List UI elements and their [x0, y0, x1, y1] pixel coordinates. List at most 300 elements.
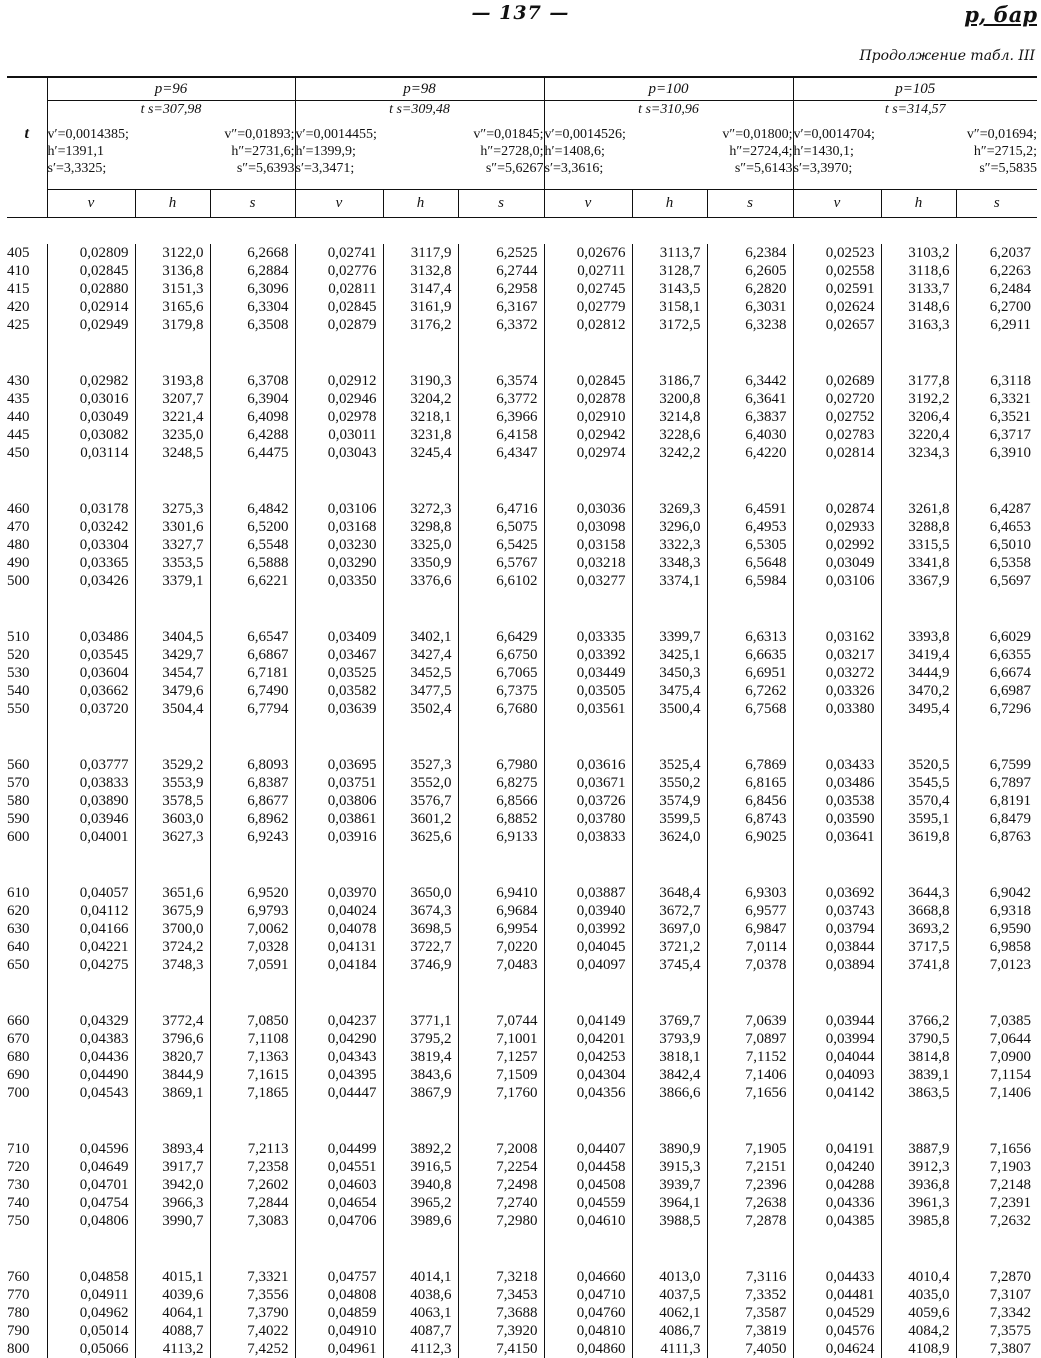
table-row [7, 1304, 1037, 1322]
s-value-cell: 7,3556 [210, 1286, 295, 1304]
h-value-cell: 3193,8 [135, 372, 210, 390]
v-value-cell: 0,04395 [295, 1066, 383, 1084]
v-value-cell: 0,03582 [295, 682, 383, 700]
v-value-cell: 0,02982 [47, 372, 135, 390]
s-value-cell: 6,9684 [458, 902, 544, 920]
s-value-cell: 6,9318 [956, 902, 1037, 920]
h-value-cell: 3477,5 [383, 682, 458, 700]
table-row [7, 774, 1037, 792]
s-value-cell: 6,9793 [210, 902, 295, 920]
v-value-cell: 0,02912 [295, 372, 383, 390]
s-value-cell: 6,7490 [210, 682, 295, 700]
column-label-v: v [295, 190, 383, 218]
v-value-cell: 0,04275 [47, 956, 135, 974]
temperature-cell: 450 [7, 445, 30, 461]
h-value-cell: 3207,7 [135, 390, 210, 408]
saturation-block [544, 101, 793, 190]
v-value-cell: 0,03409 [295, 628, 383, 646]
h-value-cell: 3374,1 [632, 572, 707, 590]
s-value-cell: 7,0483 [458, 956, 544, 974]
s-value-cell: 7,3688 [458, 1304, 544, 1322]
h-value-cell: 3136,8 [135, 262, 210, 280]
s-value-cell: 7,1108 [210, 1030, 295, 1048]
s-value-cell: 7,3083 [210, 1212, 295, 1230]
h-value-cell: 3966,3 [135, 1194, 210, 1212]
s-value-cell: 6,9847 [707, 920, 793, 938]
h-value-cell: 3261,8 [881, 500, 956, 518]
v-value-cell: 0,03833 [47, 774, 135, 792]
s-value-cell: 6,4158 [458, 426, 544, 444]
temperature-cell: 520 [7, 647, 30, 663]
h-value-cell: 4010,4 [881, 1268, 956, 1286]
s-value-cell: 7,1257 [458, 1048, 544, 1066]
s-value-cell: 6,7599 [956, 756, 1037, 774]
s-value-cell: 6,6547 [210, 628, 295, 646]
h-value-cell: 3475,4 [632, 682, 707, 700]
h-value-cell: 3176,2 [383, 316, 458, 334]
h-value-cell: 3796,6 [135, 1030, 210, 1048]
h-value-cell: 3214,8 [632, 408, 707, 426]
v-value-cell: 0,04044 [793, 1048, 881, 1066]
h-value-cell: 3444,9 [881, 664, 956, 682]
table-row [7, 1048, 1037, 1066]
s-value-cell: 7,1509 [458, 1066, 544, 1084]
table-row [7, 1140, 1037, 1158]
s-value-cell: 6,6867 [210, 646, 295, 664]
s-value-cell: 6,5548 [210, 536, 295, 554]
v-value-cell: 0,03992 [544, 920, 632, 938]
v-value-cell: 0,03890 [47, 792, 135, 810]
h-value-cell: 3771,1 [383, 1012, 458, 1030]
v-value-cell: 0,04490 [47, 1066, 135, 1084]
s-value-cell: 6,3717 [956, 426, 1037, 444]
temperature-cell: 570 [7, 775, 30, 791]
h-value-cell: 3867,9 [383, 1084, 458, 1102]
v-value-cell: 0,04911 [47, 1286, 135, 1304]
h-double-prime: h″=2728,0; [480, 144, 544, 159]
h-value-cell: 3296,0 [632, 518, 707, 536]
saturation-temperature: t s=310,96 [638, 102, 699, 117]
v-value-cell: 0,04433 [793, 1268, 881, 1286]
temperature-cell: 770 [7, 1287, 30, 1303]
h-value-cell: 3132,8 [383, 262, 458, 280]
s-value-cell: 6,8962 [210, 810, 295, 828]
v-value-cell: 0,03426 [47, 572, 135, 590]
h-value-cell: 3627,3 [135, 828, 210, 846]
h-value-cell: 3917,7 [135, 1158, 210, 1176]
s-value-cell: 6,5984 [707, 572, 793, 590]
s-value-cell: 6,3304 [210, 298, 295, 316]
h-value-cell: 3402,1 [383, 628, 458, 646]
table-row [7, 244, 1037, 262]
s-value-cell: 7,4050 [707, 1340, 793, 1358]
table-row [7, 408, 1037, 426]
v-value-cell: 0,04529 [793, 1304, 881, 1322]
temperature-cell: 680 [7, 1049, 30, 1065]
s-value-cell: 6,7181 [210, 664, 295, 682]
s-value-cell: 6,2744 [458, 262, 544, 280]
v-value-cell: 0,04806 [47, 1212, 135, 1230]
page-corner-label: p, бар [964, 2, 1037, 27]
h-value-cell: 3599,5 [632, 810, 707, 828]
s-value-cell: 7,3790 [210, 1304, 295, 1322]
s-value-cell: 7,1406 [707, 1066, 793, 1084]
s-value-cell: 6,2700 [956, 298, 1037, 316]
v-value-cell: 0,04057 [47, 884, 135, 902]
s-value-cell: 7,1615 [210, 1066, 295, 1084]
h-prime: h′=1399,9; [295, 144, 356, 159]
h-value-cell: 3179,8 [135, 316, 210, 334]
s-value-cell: 6,6635 [707, 646, 793, 664]
v-value-cell: 0,02783 [793, 426, 881, 444]
table-row [7, 956, 1037, 974]
s-value-cell: 7,2008 [458, 1140, 544, 1158]
h-value-cell: 3843,6 [383, 1066, 458, 1084]
h-value-cell: 3367,9 [881, 572, 956, 590]
v-value-cell: 0,02949 [47, 316, 135, 334]
v-value-cell: 0,03350 [295, 572, 383, 590]
v-value-cell: 0,04624 [793, 1340, 881, 1358]
h-value-cell: 3595,1 [881, 810, 956, 828]
h-value-cell: 3315,5 [881, 536, 956, 554]
s-value-cell: 7,0378 [707, 956, 793, 974]
table-row [7, 810, 1037, 828]
pressure-header: p=98 [295, 78, 544, 101]
s-value-cell: 6,7980 [458, 756, 544, 774]
h-value-cell: 3818,1 [632, 1048, 707, 1066]
v-value-cell: 0,03106 [295, 500, 383, 518]
s-value-cell: 6,7568 [707, 700, 793, 718]
s-value-cell: 6,6951 [707, 664, 793, 682]
v-value-cell: 0,04576 [793, 1322, 881, 1340]
s-value-cell: 6,4842 [210, 500, 295, 518]
v-value-cell: 0,03944 [793, 1012, 881, 1030]
s-value-cell: 7,2602 [210, 1176, 295, 1194]
v-double-prime: v″=0,01800; [722, 127, 793, 142]
v-value-cell: 0,04142 [793, 1084, 881, 1102]
s-value-cell: 7,0897 [707, 1030, 793, 1048]
s-value-cell: 6,3167 [458, 298, 544, 316]
h-value-cell: 3722,7 [383, 938, 458, 956]
s-value-cell: 7,2980 [458, 1212, 544, 1230]
v-value-cell: 0,02914 [47, 298, 135, 316]
v-value-cell: 0,04649 [47, 1158, 135, 1176]
temperature-cell: 435 [7, 391, 30, 407]
s-value-cell: 6,3772 [458, 390, 544, 408]
s-value-cell: 6,7680 [458, 700, 544, 718]
v-value-cell: 0,02878 [544, 390, 632, 408]
v-double-prime: v″=0,01893; [224, 127, 295, 142]
v-value-cell: 0,03916 [295, 828, 383, 846]
s-value-cell: 6,8275 [458, 774, 544, 792]
h-value-cell: 3552,0 [383, 774, 458, 792]
h-value-cell: 3820,7 [135, 1048, 210, 1066]
s-value-cell: 7,0639 [707, 1012, 793, 1030]
v-value-cell: 0,03230 [295, 536, 383, 554]
h-value-cell: 3165,6 [135, 298, 210, 316]
s-value-cell: 6,9954 [458, 920, 544, 938]
h-value-cell: 3348,3 [632, 554, 707, 572]
v-prime: v′=0,0014455; [295, 127, 377, 142]
s-value-cell: 6,2820 [707, 280, 793, 298]
h-value-cell: 3322,3 [632, 536, 707, 554]
h-double-prime: h″=2731,6; [231, 144, 295, 159]
temperature-cell: 760 [7, 1269, 30, 1285]
s-value-cell: 7,3575 [956, 1322, 1037, 1340]
h-value-cell: 3869,1 [135, 1084, 210, 1102]
v-prime: v′=0,0014526; [544, 127, 626, 142]
s-value-cell: 6,2384 [707, 244, 793, 262]
table-row [7, 1340, 1037, 1358]
v-value-cell: 0,04078 [295, 920, 383, 938]
h-value-cell: 3942,0 [135, 1176, 210, 1194]
column-label-h: h [881, 190, 956, 218]
h-value-cell: 3325,0 [383, 536, 458, 554]
table-row [7, 700, 1037, 718]
column-label-s: s [458, 190, 544, 218]
h-value-cell: 3221,4 [135, 408, 210, 426]
s-value-cell: 7,3107 [956, 1286, 1037, 1304]
v-value-cell: 0,03726 [544, 792, 632, 810]
s-value-cell: 6,2605 [707, 262, 793, 280]
v-value-cell: 0,04166 [47, 920, 135, 938]
table-row [7, 280, 1037, 298]
h-value-cell: 3228,6 [632, 426, 707, 444]
h-value-cell: 3231,8 [383, 426, 458, 444]
temperature-cell: 780 [7, 1305, 30, 1321]
temperature-cell: 790 [7, 1323, 30, 1339]
s-value-cell: 6,7375 [458, 682, 544, 700]
s-value-cell: 6,5200 [210, 518, 295, 536]
temperature-cell: 750 [7, 1213, 30, 1229]
h-value-cell: 3890,9 [632, 1140, 707, 1158]
v-value-cell: 0,04760 [544, 1304, 632, 1322]
column-label-s: s [956, 190, 1037, 218]
table-row [7, 938, 1037, 956]
v-value-cell: 0,02974 [544, 444, 632, 462]
s-value-cell: 6,3966 [458, 408, 544, 426]
s-value-cell: 6,8852 [458, 810, 544, 828]
h-value-cell: 3650,0 [383, 884, 458, 902]
temperature-cell: 510 [7, 629, 30, 645]
s-value-cell: 6,9243 [210, 828, 295, 846]
table-row [7, 298, 1037, 316]
h-value-cell: 3376,6 [383, 572, 458, 590]
v-value-cell: 0,04961 [295, 1340, 383, 1358]
h-value-cell: 3122,0 [135, 244, 210, 262]
s-value-cell: 6,9025 [707, 828, 793, 846]
s-value-cell: 6,4591 [707, 500, 793, 518]
column-label-v: v [793, 190, 881, 218]
s-value-cell: 6,4475 [210, 444, 295, 462]
v-value-cell: 0,05066 [47, 1340, 135, 1358]
v-value-cell: 0,02811 [295, 280, 383, 298]
h-value-cell: 3989,6 [383, 1212, 458, 1230]
h-value-cell: 3272,3 [383, 500, 458, 518]
table-continuation-note: Продолжение табл. III [859, 48, 1035, 64]
s-value-cell: 7,1656 [707, 1084, 793, 1102]
s-prime: s′=3,3325; [47, 161, 107, 176]
v-value-cell: 0,04045 [544, 938, 632, 956]
h-value-cell: 3143,5 [632, 280, 707, 298]
h-value-cell: 3741,8 [881, 956, 956, 974]
v-value-cell: 0,04551 [295, 1158, 383, 1176]
v-value-cell: 0,03304 [47, 536, 135, 554]
saturation-block [793, 101, 1037, 190]
s-value-cell: 6,4716 [458, 500, 544, 518]
column-label-s: s [210, 190, 295, 218]
h-value-cell: 4113,2 [135, 1340, 210, 1358]
s-value-cell: 7,3352 [707, 1286, 793, 1304]
s-value-cell: 7,0900 [956, 1048, 1037, 1066]
h-value-cell: 3912,3 [881, 1158, 956, 1176]
s-value-cell: 7,0591 [210, 956, 295, 974]
s-value-cell: 6,3238 [707, 316, 793, 334]
table-row [7, 444, 1037, 462]
s-value-cell: 6,7262 [707, 682, 793, 700]
h-value-cell: 4035,0 [881, 1286, 956, 1304]
v-value-cell: 0,04097 [544, 956, 632, 974]
v-value-cell: 0,03326 [793, 682, 881, 700]
h-value-cell: 3790,5 [881, 1030, 956, 1048]
h-value-cell: 3668,8 [881, 902, 956, 920]
v-value-cell: 0,03098 [544, 518, 632, 536]
h-value-cell: 3698,5 [383, 920, 458, 938]
table-row [7, 316, 1037, 334]
v-value-cell: 0,04859 [295, 1304, 383, 1322]
saturation-temperature: t s=314,57 [884, 102, 946, 117]
v-value-cell: 0,02558 [793, 262, 881, 280]
h-value-cell: 4088,7 [135, 1322, 210, 1340]
s-value-cell: 6,3442 [707, 372, 793, 390]
v-value-cell: 0,03590 [793, 810, 881, 828]
h-value-cell: 3327,7 [135, 536, 210, 554]
v-value-cell: 0,03043 [295, 444, 383, 462]
h-value-cell: 3814,8 [881, 1048, 956, 1066]
h-value-cell: 3151,3 [135, 280, 210, 298]
v-value-cell: 0,02711 [544, 262, 632, 280]
h-value-cell: 3545,5 [881, 774, 956, 792]
v-value-cell: 0,02689 [793, 372, 881, 390]
s-value-cell: 6,3118 [956, 372, 1037, 390]
temperature-cell: 630 [7, 921, 30, 937]
v-value-cell: 0,04543 [47, 1084, 135, 1102]
v-value-cell: 0,02676 [544, 244, 632, 262]
v-value-cell: 0,02752 [793, 408, 881, 426]
table-row [7, 828, 1037, 846]
h-value-cell: 3275,3 [135, 500, 210, 518]
s-value-cell: 6,4030 [707, 426, 793, 444]
s-value-cell: 6,3508 [210, 316, 295, 334]
v-value-cell: 0,03178 [47, 500, 135, 518]
v-value-cell: 0,03433 [793, 756, 881, 774]
h-value-cell: 4086,7 [632, 1322, 707, 1340]
h-value-cell: 3748,3 [135, 956, 210, 974]
h-value-cell: 3118,6 [881, 262, 956, 280]
v-value-cell: 0,03036 [544, 500, 632, 518]
v-value-cell: 0,03794 [793, 920, 881, 938]
v-value-cell: 0,04654 [295, 1194, 383, 1212]
v-value-cell: 0,03994 [793, 1030, 881, 1048]
temperature-cell: 800 [7, 1341, 30, 1357]
h-value-cell: 3842,4 [632, 1066, 707, 1084]
h-value-cell: 3839,1 [881, 1066, 956, 1084]
table-row [7, 1322, 1037, 1340]
v-value-cell: 0,03946 [47, 810, 135, 828]
s-value-cell: 6,8743 [707, 810, 793, 828]
s-value-cell: 6,2037 [956, 244, 1037, 262]
v-value-cell: 0,02879 [295, 316, 383, 334]
s-value-cell: 7,0644 [956, 1030, 1037, 1048]
s-value-cell: 7,2870 [956, 1268, 1037, 1286]
h-value-cell: 3717,5 [881, 938, 956, 956]
h-value-cell: 3220,4 [881, 426, 956, 444]
s-value-cell: 6,8093 [210, 756, 295, 774]
table-row [7, 426, 1037, 444]
temperature-cell: 405 [7, 245, 30, 261]
v-value-cell: 0,04336 [793, 1194, 881, 1212]
table-row [7, 262, 1037, 280]
s-value-cell: 6,8456 [707, 792, 793, 810]
s-value-cell: 6,7869 [707, 756, 793, 774]
v-value-cell: 0,02942 [544, 426, 632, 444]
table-row [7, 646, 1037, 664]
v-value-cell: 0,03335 [544, 628, 632, 646]
v-value-cell: 0,03806 [295, 792, 383, 810]
v-value-cell: 0,04706 [295, 1212, 383, 1230]
h-value-cell: 3961,3 [881, 1194, 956, 1212]
h-value-cell: 3793,9 [632, 1030, 707, 1048]
saturation-temperature: t s=309,48 [389, 102, 450, 117]
s-value-cell: 6,3574 [458, 372, 544, 390]
s-value-cell: 6,3372 [458, 316, 544, 334]
v-value-cell: 0,03016 [47, 390, 135, 408]
s-value-cell: 6,6429 [458, 628, 544, 646]
v-value-cell: 0,03743 [793, 902, 881, 920]
v-value-cell: 0,04860 [544, 1340, 632, 1358]
v-value-cell: 0,05014 [47, 1322, 135, 1340]
s-value-cell: 7,3587 [707, 1304, 793, 1322]
s-value-cell: 7,0850 [210, 1012, 295, 1030]
table-row [7, 554, 1037, 572]
s-value-cell: 7,3342 [956, 1304, 1037, 1322]
saturation-temperature: t s=307,98 [140, 102, 202, 117]
h-value-cell: 3625,6 [383, 828, 458, 846]
h-value-cell: 3425,1 [632, 646, 707, 664]
s-value-cell: 6,2911 [956, 316, 1037, 334]
s-value-cell: 6,3837 [707, 408, 793, 426]
temperature-cell: 650 [7, 957, 30, 973]
table-row [7, 1158, 1037, 1176]
temperature-cell: 690 [7, 1067, 30, 1083]
table-row [7, 1084, 1037, 1102]
h-value-cell: 3113,7 [632, 244, 707, 262]
h-value-cell: 4038,6 [383, 1286, 458, 1304]
temperature-cell: 445 [7, 427, 30, 443]
v-value-cell: 0,02720 [793, 390, 881, 408]
table-row [7, 536, 1037, 554]
v-value-cell: 0,04701 [47, 1176, 135, 1194]
h-value-cell: 3245,4 [383, 444, 458, 462]
h-value-cell: 3527,3 [383, 756, 458, 774]
v-value-cell: 0,02933 [793, 518, 881, 536]
s-value-cell: 6,9858 [956, 938, 1037, 956]
v-value-cell: 0,03887 [544, 884, 632, 902]
v-value-cell: 0,04436 [47, 1048, 135, 1066]
temperature-cell: 560 [7, 757, 30, 773]
temperature-cell: 720 [7, 1159, 30, 1175]
h-value-cell: 3964,1 [632, 1194, 707, 1212]
